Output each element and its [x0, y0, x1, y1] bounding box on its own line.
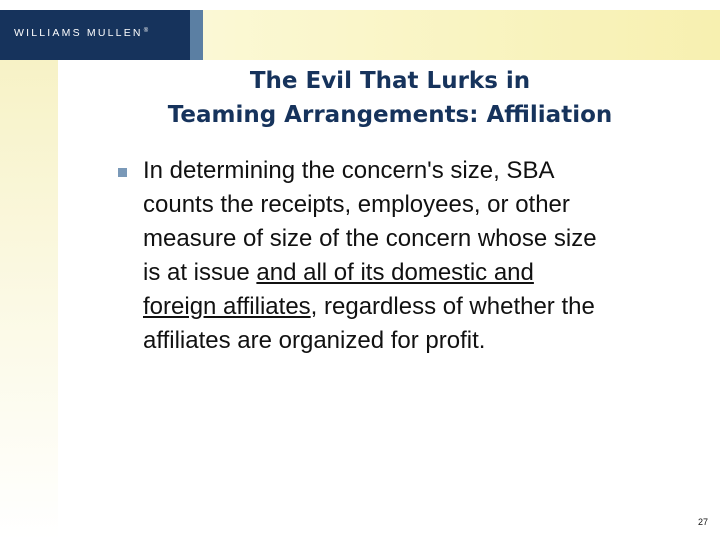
- bullet-line-3: measure of size of the concern whose size: [143, 225, 597, 252]
- logo: [0, 10, 190, 60]
- bullet-line-1: In determining the concern's size, SBA: [143, 157, 555, 184]
- left-gradient-strip: [0, 60, 58, 540]
- bullet-line-4: [143, 256, 683, 290]
- bullet-square-icon: [118, 168, 127, 177]
- slide-title: [90, 64, 690, 132]
- header-accent-bar: [190, 10, 203, 60]
- registered-mark: ®: [143, 27, 149, 34]
- title-line-2: Teaming Arrangements: Affiliation: [167, 102, 613, 128]
- bullet-line-4-underlined: and all of its domestic and: [256, 259, 534, 286]
- logo-text: [14, 27, 148, 39]
- bullet-line-5-underlined: foreign affiliates: [143, 293, 311, 320]
- title-line-1: The Evil That Lurks in: [249, 68, 531, 94]
- logo-wordmark: WILLIAMS MULLEN: [14, 27, 143, 39]
- bullet-line-2: counts the receipts, employees, or other: [143, 191, 570, 218]
- bullet-line-6: affiliates are organized for profit.: [143, 327, 486, 354]
- bullet-item: [143, 154, 683, 358]
- bullet-line-5: [143, 290, 683, 324]
- bullet-line-5-rest: , regardless of whether the: [310, 293, 595, 320]
- page-number: 27: [697, 517, 708, 527]
- bullet-line-4-plain: is at issue: [143, 259, 257, 286]
